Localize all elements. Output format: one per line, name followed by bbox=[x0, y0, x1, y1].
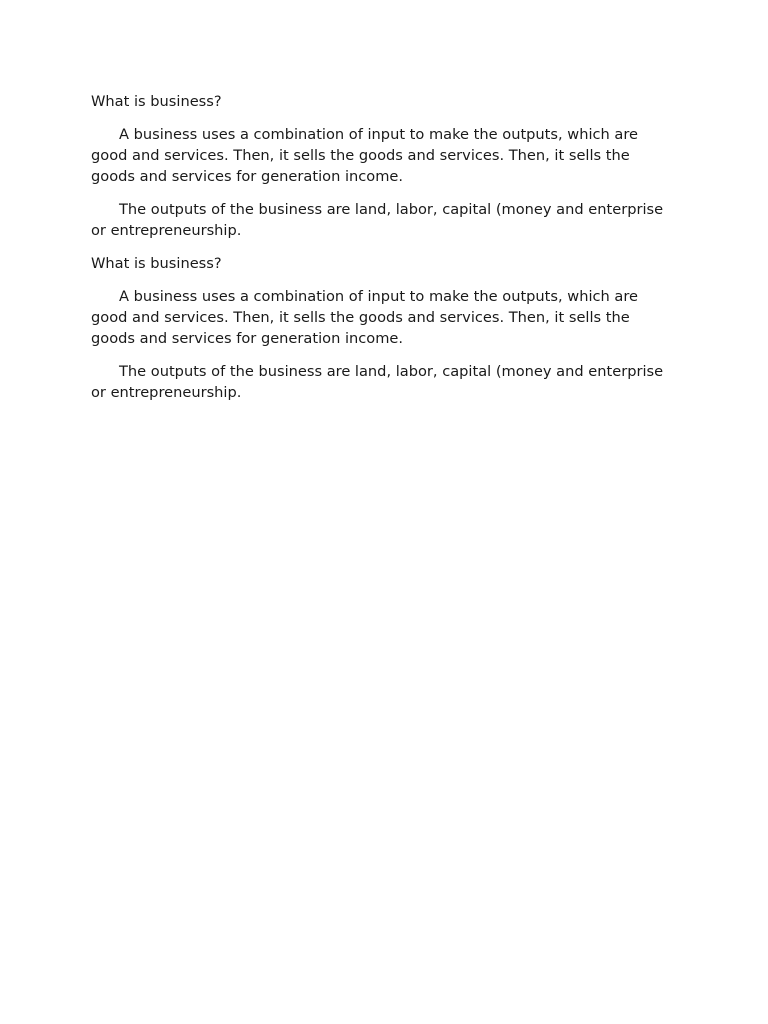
section-heading: What is business? bbox=[91, 93, 222, 110]
body-paragraph: The outputs of the business are land, labor, capital (money and enterprise or entrepreneurship. bbox=[91, 201, 664, 239]
body-paragraph: A business uses a combination of input to make the outputs, which are good and services. Then, it sells the goods and services. Then, it sells the goods and services for generation income. bbox=[91, 288, 639, 347]
body-paragraph: A business uses a combination of input to make the outputs, which are good and services. Then, it sells the goods and services. Then, it sells the goods and services for generation income. bbox=[91, 126, 639, 185]
body-paragraph: The outputs of the business are land, labor, capital (money and enterprise or entrepreneurship. bbox=[91, 363, 664, 401]
section-heading: What is business? bbox=[91, 255, 222, 272]
document-body bbox=[91, 91, 671, 415]
